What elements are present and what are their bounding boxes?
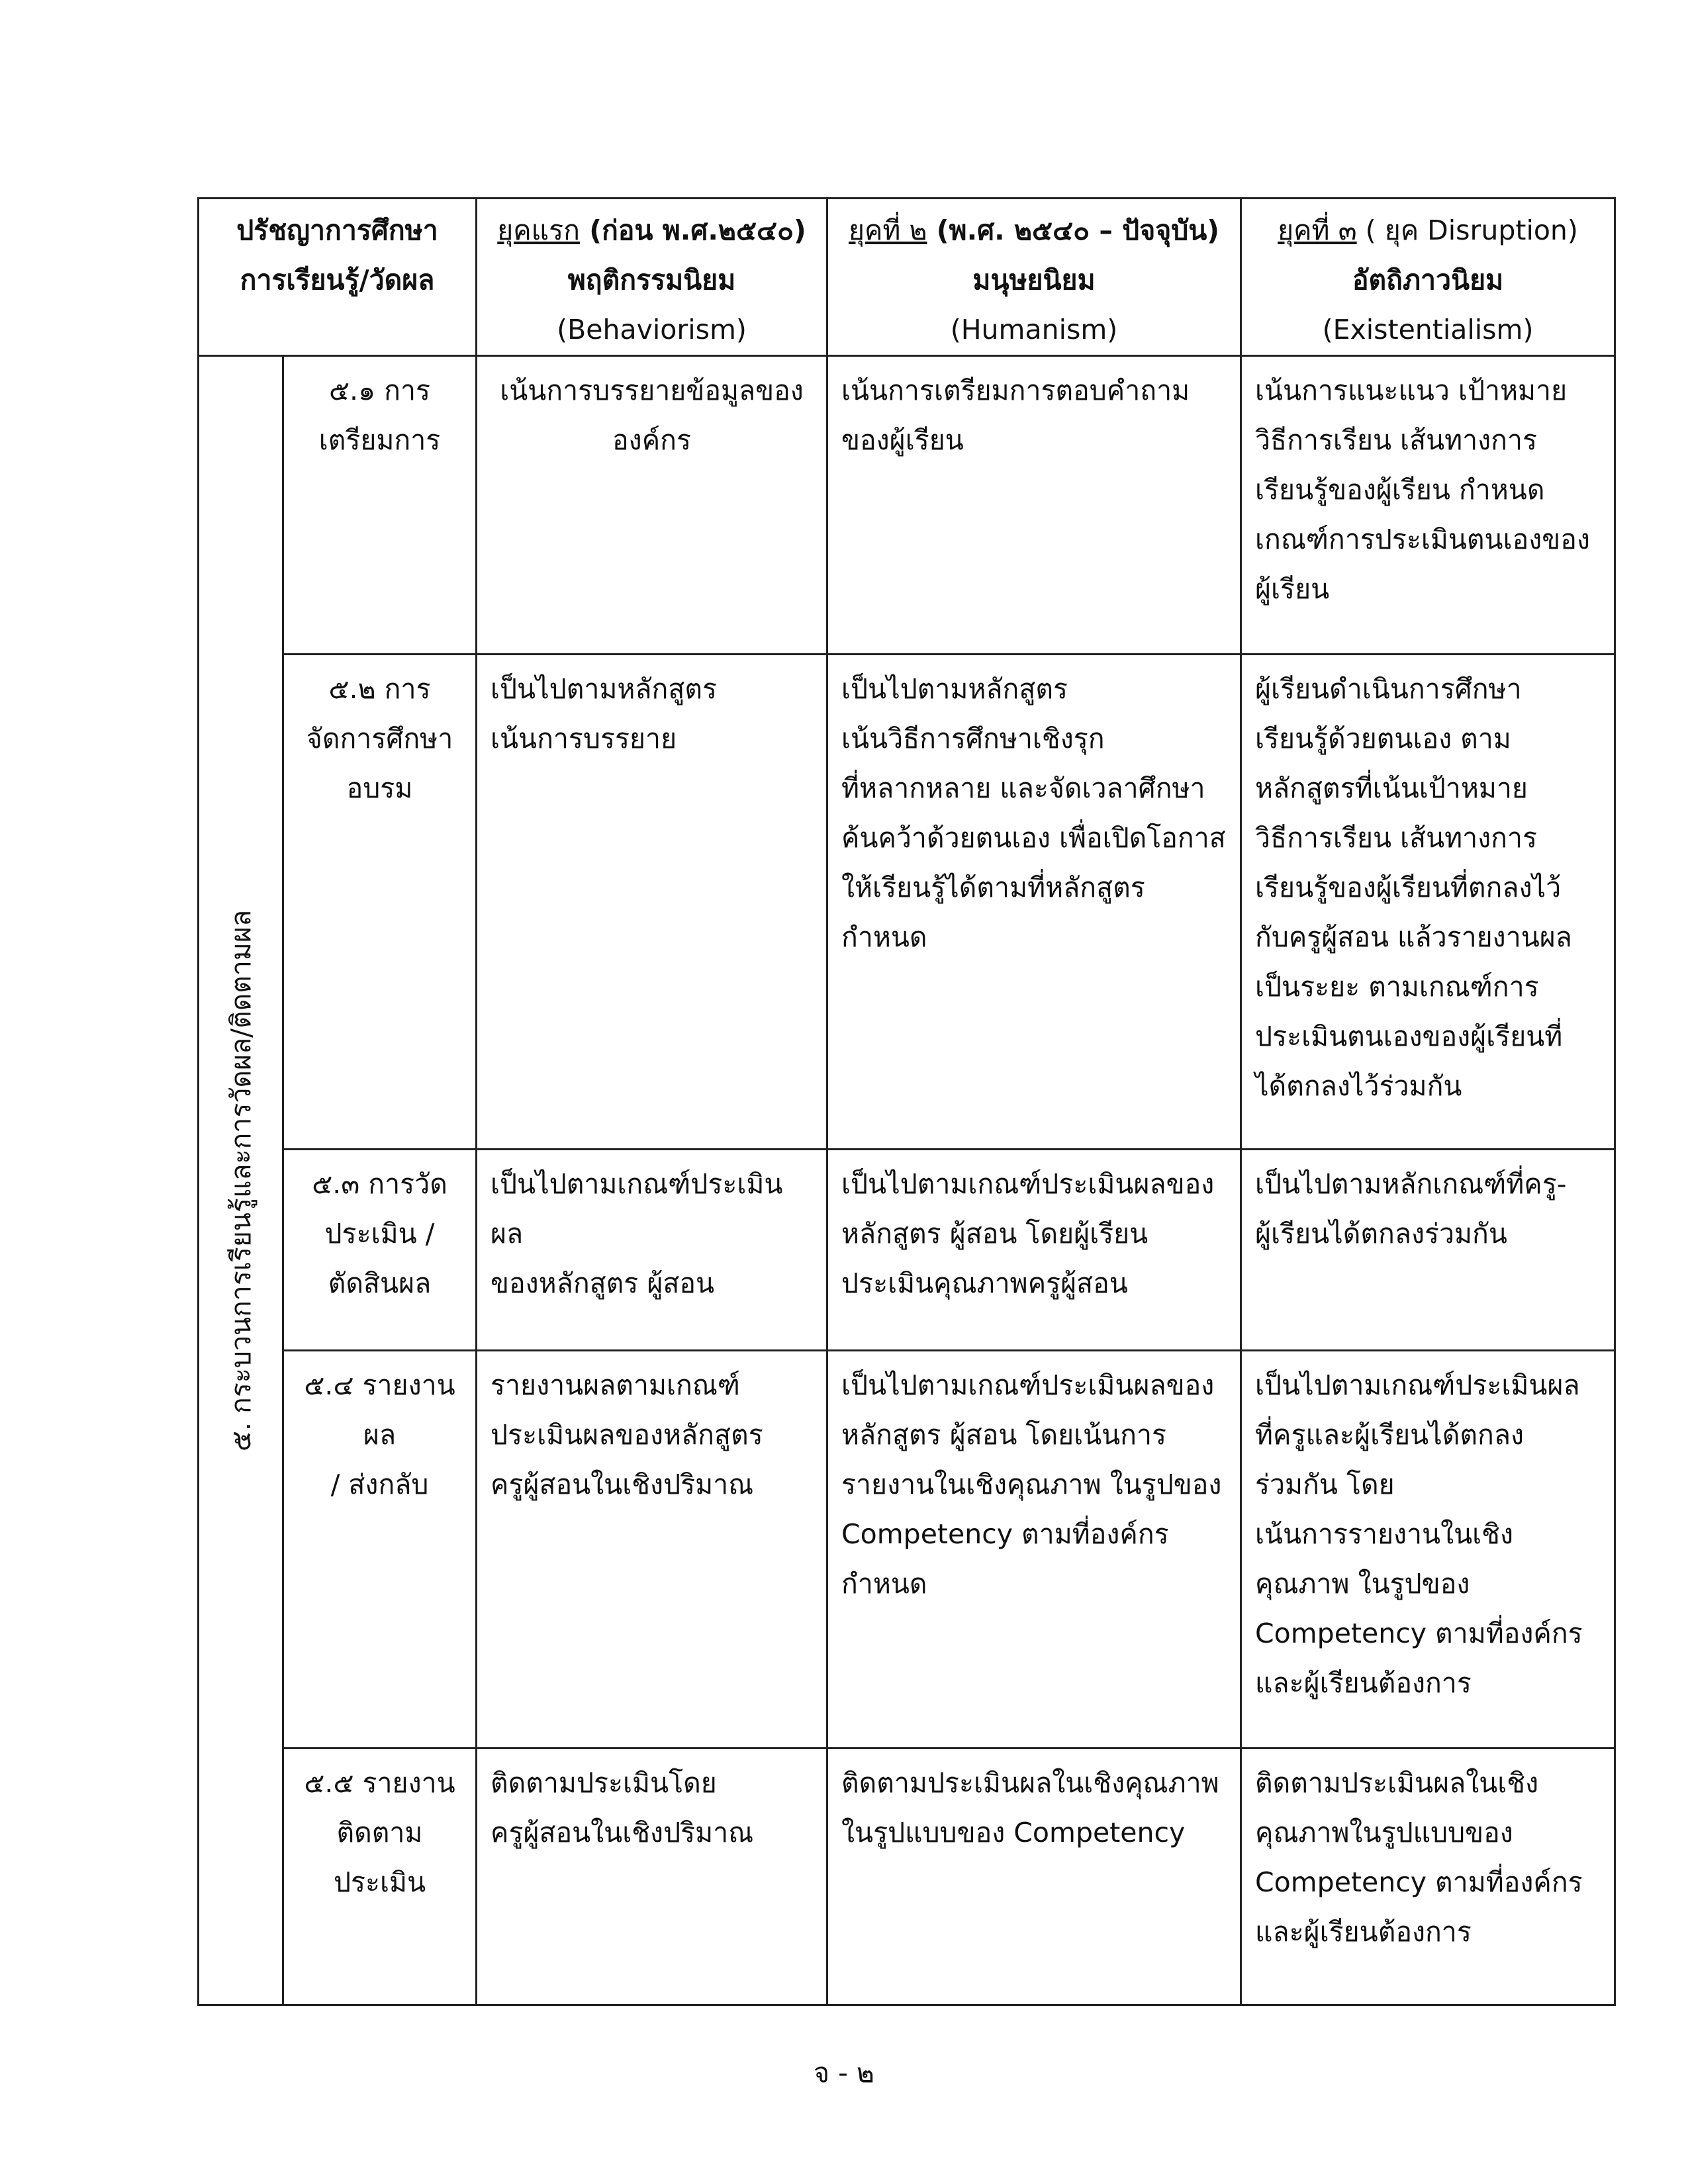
era-2-label: ยุคที่ ๒ [848, 214, 927, 246]
header-era-1 [477, 199, 827, 356]
sub-topic: ๕.๕ รายงาน ติดตาม ประเมิน [283, 1748, 477, 2005]
era-3-suffix: ( ยุค Disruption) [1356, 214, 1578, 246]
era-1-suffix: (ก่อน พ.ศ.๒๕๔๐) [579, 214, 806, 246]
cell-humanism: เน้นการเตรียมการตอบคำถาม ของผู้เรียน [827, 356, 1241, 655]
cell-behaviorism: ติดตามประเมินโดย ครูผู้สอนในเชิงปริมาณ [477, 1748, 827, 2005]
era-1-label: ยุคแรก [497, 214, 580, 246]
cell-humanism: เป็นไปตามหลักสูตร เน้นวิธีการศึกษาเชิงรุก ที่หลากหลาย และจัดเวลาศึกษา ค้นคว้าด้วยตนเอง เพื่อเปิดโอกาส ให้เรียนรู้ได้ตามที่หลักสูตรกำหนด [827, 654, 1241, 1150]
table-row [199, 356, 1615, 655]
table-row [199, 1350, 1615, 1748]
cell-existentialism: ติดตามประเมินผลในเชิง คุณภาพในรูปแบบของ Competency ตามที่องค์กร และผู้เรียนต้องการ [1241, 1748, 1615, 2005]
sub-topic: ๕.๒ การ จัดการศึกษา อบรม [283, 654, 477, 1150]
page-number: จ - ๒ [814, 2057, 874, 2089]
era-3-name: อัตถิภาวนิยม [1352, 264, 1504, 296]
era-3-english: (Existentialism) [1322, 314, 1534, 345]
table-row [199, 1748, 1615, 2005]
table-row [199, 654, 1615, 1150]
header-philosophy [199, 199, 477, 356]
table-row [199, 1150, 1615, 1350]
cell-existentialism: เน้นการแนะแนว เป้าหมาย วิธีการเรียน เส้นทางการ เรียนรู้ของผู้เรียน กำหนด เกณฑ์การประเมินตนเองของ ผู้เรียน [1241, 356, 1615, 655]
era-2-suffix: (พ.ศ. ๒๕๔๐ – ปัจจุบัน) [927, 214, 1220, 246]
cell-existentialism: เป็นไปตามหลักเกณฑ์ที่ครู- ผู้เรียนได้ตกลงร่วมกัน [1241, 1150, 1615, 1350]
cell-humanism: เป็นไปตามเกณฑ์ประเมินผลของ หลักสูตร ผู้สอน โดยผู้เรียน ประเมินคุณภาพครูผู้สอน [827, 1150, 1241, 1350]
era-1-name: พฤติกรรมนิยม [567, 264, 736, 296]
sub-topic: ๕.๓ การวัด ประเมิน / ตัดสินผล [283, 1150, 477, 1350]
era-1-english: (Behaviorism) [557, 314, 747, 345]
era-2-name: มนุษยนิยม [972, 264, 1096, 296]
era-3-label: ยุคที่ ๓ [1278, 214, 1357, 246]
header-philosophy-line1: ปรัชญาการศึกษา [236, 214, 438, 246]
sub-topic: ๕.๔ รายงานผล / ส่งกลับ [283, 1350, 477, 1748]
header-era-3 [1241, 199, 1615, 356]
sub-topic: ๕.๑ การ เตรียมการ [283, 356, 477, 655]
cell-behaviorism: รายงานผลตามเกณฑ์ ประเมินผลของหลักสูตร ครูผู้สอนในเชิงปริมาณ [477, 1350, 827, 1748]
cell-behaviorism: เน้นการบรรยายข้อมูลของ องค์กร [477, 356, 827, 655]
cell-humanism: เป็นไปตามเกณฑ์ประเมินผลของ หลักสูตร ผู้สอน โดยเน้นการ รายงานในเชิงคุณภาพ ในรูปของ Competency ตามที่องค์กร กำหนด [827, 1350, 1241, 1748]
era-2-english: (Humanism) [950, 314, 1118, 345]
cell-behaviorism: เป็นไปตามหลักสูตร เน้นการบรรยาย [477, 654, 827, 1150]
cell-humanism: ติดตามประเมินผลในเชิงคุณภาพ ในรูปแบบของ Competency [827, 1748, 1241, 2005]
comparison-table [197, 197, 1616, 2006]
section-label: ๕. กระบวนการเรียนรู้และการวัดผล/ติดตามผล [224, 909, 257, 1451]
cell-existentialism: เป็นไปตามเกณฑ์ประเมินผล ที่ครูและผู้เรียนได้ตกลง ร่วมกัน โดย เน้นการรายงานในเชิง คุณภาพ ในรูปของ Competency ตามที่องค์กร และผู้เรียนต้องการ [1241, 1350, 1615, 1748]
cell-behaviorism: เป็นไปตามเกณฑ์ประเมินผล ของหลักสูตร ผู้สอน [477, 1150, 827, 1350]
header-row [199, 199, 1615, 356]
section-label-cell [199, 356, 283, 2005]
cell-existentialism: ผู้เรียนดำเนินการศึกษา เรียนรู้ด้วยตนเอง ตาม หลักสูตรที่เน้นเป้าหมาย วิธีการเรียน เส้นทางการ เรียนรู้ของผู้เรียนที่ตกลงไว้ กับครูผู้สอน แล้วรายงานผล เป็นระยะ ตามเกณฑ์การ ประเมินตนเองของผู้เรียนที่ ได้ตกลงไว้ร่วมกัน [1241, 654, 1615, 1150]
header-philosophy-line2: การเรียนรู้/วัดผล [240, 264, 435, 296]
header-era-2 [827, 199, 1241, 356]
